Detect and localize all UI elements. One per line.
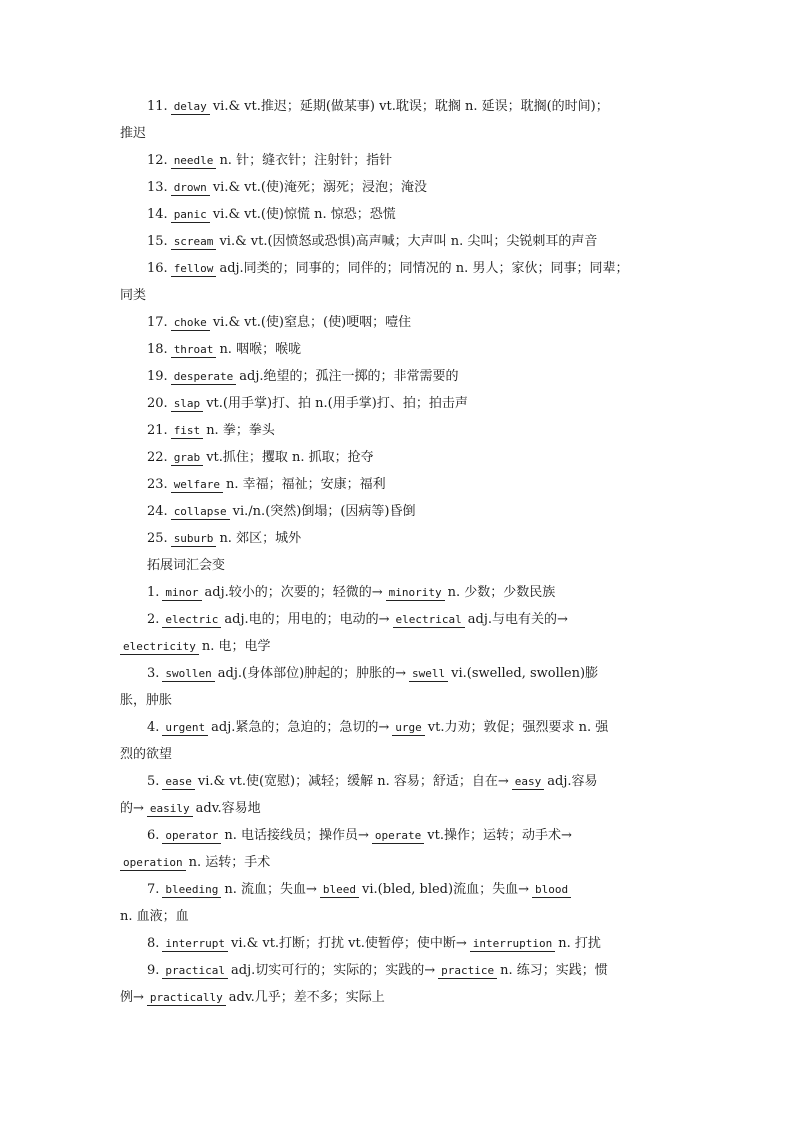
answer-blank: needle [171,153,217,169]
item-number: 13. [147,180,168,195]
ext-item-8 [120,930,676,957]
definition: vi.(bled, bled)流血；失血→ [362,882,529,897]
ext-item-2 [120,606,676,633]
vocab-item-25 [120,525,676,552]
item-number: 22. [147,450,168,465]
ext-item-7 [120,876,676,903]
answer-blank: electricity [120,639,199,655]
answer-blank: interruption [470,936,555,952]
definition: n. 少数；少数民族 [447,585,556,600]
ext-item-4 [120,714,676,741]
definition-continued: 推迟 [120,126,147,141]
definition: vi./n.(突然)倒塌；(因病等)昏倒 [232,504,416,519]
ext-item-2-cont [120,633,676,660]
vocab-item-16 [120,255,676,282]
definition: vi.(swelled, swollen)膨 [451,666,599,681]
definition: adv.几乎；差不多；实际上 [228,990,385,1005]
ext-item-7-cont [120,903,676,930]
definition: n. 拳；拳头 [206,423,275,438]
answer-blank: operate [372,828,424,844]
definition: vt.抓住；攫取 n. 抓取；抢夺 [206,450,374,465]
definition: vi.& vt.打断；打扰 vt.使暂停；使中断→ [231,936,467,951]
answer-blank: grab [171,450,204,466]
definition: adj.切实可行的；实际的；实践的→ [231,963,436,978]
answer-blank: swell [409,666,448,682]
definition: vi.& vt.(使)窒息；(使)哽咽；噎住 [212,315,412,330]
item-number: 17. [147,315,168,330]
answer-blank: electric [162,612,221,628]
answer-blank: easy [512,774,545,790]
definition: n. 打扰 [558,936,601,951]
vocab-item-15 [120,228,676,255]
answer-blank: scream [171,234,217,250]
vocab-item-18 [120,336,676,363]
item-number: 15. [147,234,168,249]
definition: adj.(身体部位)肿起的；肿胀的→ [217,666,407,681]
answer-blank: panic [171,207,210,223]
ext-item-9-cont [120,984,676,1011]
answer-blank: slap [171,396,204,412]
ext-item-5 [120,768,676,795]
vocab-item-14 [120,201,676,228]
answer-blank: ease [162,774,195,790]
answer-blank: operator [162,828,221,844]
ext-item-6-cont [120,849,676,876]
vocab-item-21 [120,417,676,444]
definition: adj.同类的；同事的；同伴的；同情况的 n. 男人；家伙；同事；同辈； [219,261,629,276]
definition: adj.容易 [547,774,598,789]
answer-blank: electrical [393,612,465,628]
answer-blank: delay [171,99,210,115]
answer-blank: suburb [171,531,217,547]
vocab-item-22 [120,444,676,471]
answer-blank: drown [171,180,210,196]
answer-blank: urgent [162,720,208,736]
definition: n. 咽喉；喉咙 [219,342,302,357]
answer-blank: swollen [162,666,214,682]
answer-blank: desperate [171,369,237,385]
answer-blank: blood [532,882,571,898]
answer-blank: bleed [320,882,359,898]
definition: adj.较小的；次要的；轻微的→ [204,585,383,600]
definition: adj.电的；用电的；电动的→ [224,612,390,627]
answer-blank: urge [392,720,425,736]
definition: vi.& vt.推迟；延期(做某事) vt.耽误；耽搁 n. 延误；耽搁(的时间)； [212,99,609,114]
answer-blank: practically [147,990,226,1006]
definition: adj.绝望的；孤注一掷的；非常需要的 [239,369,459,384]
item-number: 4. [147,720,160,735]
item-number: 24. [147,504,168,519]
definition: vt.力劝；敦促；强烈要求 n. 强 [427,720,609,735]
item-number: 23. [147,477,168,492]
answer-blank: choke [171,315,210,331]
item-number: 16. [147,261,168,276]
ext-item-9 [120,957,676,984]
definition: 的→ [120,801,144,816]
definition: vi.& vt.(因愤怒或恐惧)高声喊；大声叫 n. 尖叫；尖锐刺耳的声音 [219,234,598,249]
answer-blank: interrupt [162,936,228,952]
definition: n. 电话接线员；操作员→ [224,828,369,843]
item-number: 25. [147,531,168,546]
answer-blank: bleeding [162,882,221,898]
definition-continued: 同类 [120,288,147,303]
item-number: 18. [147,342,168,357]
item-number: 9. [147,963,160,978]
answer-blank: operation [120,855,186,871]
definition: n. 针；缝衣针；注射针；指针 [219,153,393,168]
ext-item-1 [120,579,676,606]
definition: n. 幸福；福祉；安康；福利 [226,477,386,492]
vocab-item-20 [120,390,676,417]
item-number: 11. [147,99,168,114]
answer-blank: easily [147,801,193,817]
ext-item-3-cont [120,687,676,714]
item-number: 3. [147,666,160,681]
definition: n. 运转；手术 [188,855,271,870]
item-number: 21. [147,423,168,438]
section-heading: 拓展词汇会变 [147,558,226,573]
answer-blank: collapse [171,504,230,520]
definition: n. 练习；实践；惯 [500,963,608,978]
definition: vi.& vt.使(宽慰)；减轻；缓解 n. 容易；舒适；自在→ [197,774,509,789]
definition: vt.操作；运转；动手术→ [427,828,572,843]
vocab-item-17 [120,309,676,336]
ext-item-6 [120,822,676,849]
definition: n. 电；电学 [201,639,271,654]
answer-blank: practical [162,963,228,979]
answer-blank: fist [171,423,204,439]
answer-blank: practice [438,963,497,979]
vocab-item-24 [120,498,676,525]
item-number: 20. [147,396,168,411]
definition-continued: 胀，肿胀 [120,693,173,708]
vocab-item-11 [120,93,676,120]
definition: n. 郊区；城外 [219,531,302,546]
ext-item-4-cont [120,741,676,768]
vocab-item-11-cont [120,120,676,147]
item-number: 2. [147,612,160,627]
item-number: 7. [147,882,160,897]
item-number: 6. [147,828,160,843]
answer-blank: welfare [171,477,223,493]
answer-blank: throat [171,342,217,358]
definition: adv.容易地 [195,801,261,816]
definition-continued: n. 血液；血 [120,909,189,924]
definition: 例→ [120,990,144,1005]
vocab-item-19 [120,363,676,390]
definition: n. 流血；失血→ [224,882,317,897]
answer-blank: fellow [171,261,217,277]
definition: vi.& vt.(使)惊慌 n. 惊恐；恐慌 [212,207,396,222]
item-number: 5. [147,774,160,789]
definition: adj.紧急的；急迫的；急切的→ [211,720,390,735]
vocab-item-12 [120,147,676,174]
item-number: 12. [147,153,168,168]
answer-blank: minor [162,585,201,601]
definition: adj.与电有关的→ [467,612,568,627]
item-number: 19. [147,369,168,384]
definition-continued: 烈的欲望 [120,747,173,762]
item-number: 8. [147,936,160,951]
ext-item-3 [120,660,676,687]
vocab-item-23 [120,471,676,498]
definition: vt.(用手掌)打、拍 n.(用手掌)打、拍；拍击声 [206,396,468,411]
ext-item-5-cont [120,795,676,822]
vocab-item-16-cont [120,282,676,309]
item-number: 1. [147,585,160,600]
item-number: 14. [147,207,168,222]
definition: vi.& vt.(使)淹死；溺死；浸泡；淹没 [212,180,427,195]
answer-blank: minority [386,585,445,601]
vocab-item-13 [120,174,676,201]
vocab-list [120,93,676,1011]
